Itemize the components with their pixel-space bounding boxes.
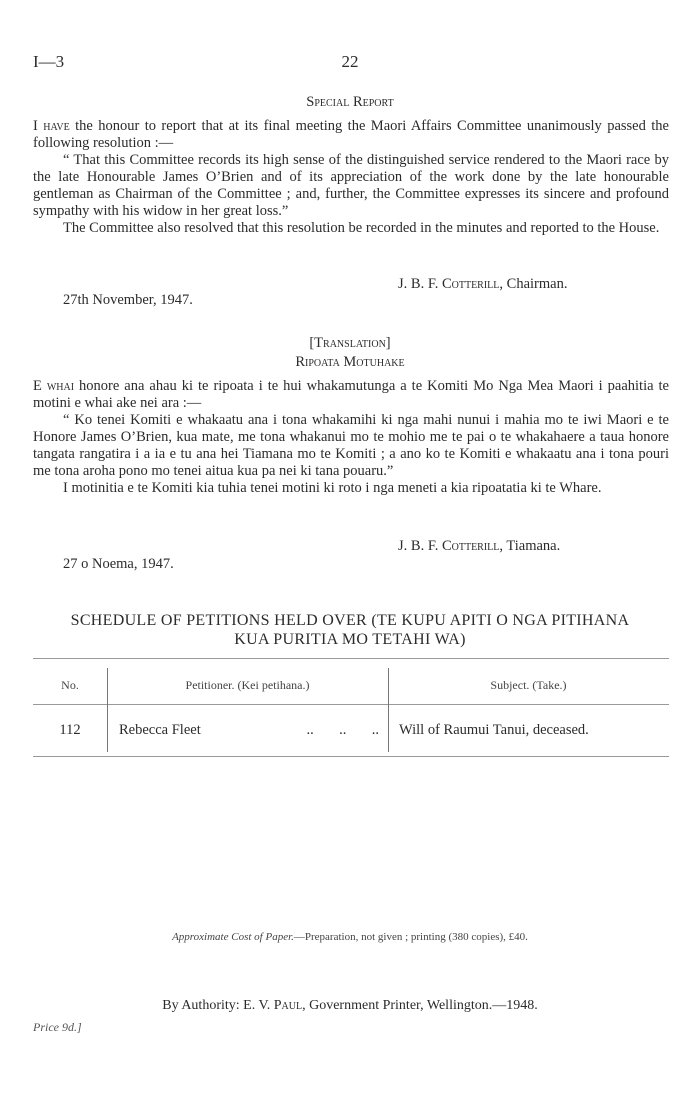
column-header-no: No. <box>61 678 79 692</box>
page-code: I—3 <box>33 52 65 71</box>
translation-p3: I motinitia e te Komiti kia tuhia tenei motini ki roto i nga meneti a kia ripoatatia ki te Whare. <box>63 480 602 496</box>
special-report-signature <box>398 276 567 293</box>
special-report-body <box>33 118 669 237</box>
column-header-subject: Subject. (Take.) <box>490 678 567 692</box>
schedule-title-line1: SCHEDULE OF PETITIONS HELD OVER (TE KUPU APITI O NGA PITIHANA <box>70 612 630 629</box>
cost-text: —Preparation, not given ; printing (380 copies), £40. <box>293 931 528 943</box>
authority-prefix: By Authority: E. V. <box>162 998 274 1013</box>
translation-signature-role: , Tiamana. <box>499 538 561 554</box>
translation-lead: E whai <box>33 378 75 394</box>
schedule-table <box>33 658 669 758</box>
translation-date: 27 o Noema, 1947. <box>63 556 174 572</box>
translation-p1: honore ana ahau ki te ripoata i te hui whakamutunga a te Komiti Mo Nga Mea Maori i paahitia te motini e whai ake nei ara :— <box>33 378 669 411</box>
signature-role: , Chairman. <box>499 276 568 292</box>
special-report-lead: I have <box>33 118 70 134</box>
row-number: 112 <box>59 722 81 738</box>
table-header-rule <box>33 704 669 705</box>
translation-signature <box>398 538 560 555</box>
special-report-date: 27th November, 1947. <box>63 292 193 308</box>
price: Price 9d.] <box>33 1020 82 1034</box>
authority-suffix: , Government Printer, Wellington.—1948. <box>302 998 538 1013</box>
translation-title: Ripoata Motuhake <box>295 354 405 370</box>
cost-note <box>0 931 700 943</box>
authority-name: Paul <box>273 998 303 1013</box>
row-petitioner: Rebecca Fleet <box>119 722 201 738</box>
cost-label: Approximate Cost of Paper. <box>172 931 294 943</box>
special-report-title: Special Report <box>306 94 394 110</box>
translation-signature-initials: J. B. F. <box>398 538 442 554</box>
translation-resolution: “ Ko tenei Komiti e whakaatu ana i tona whakamihi ki nga mahi nunui i mahia mo te iwi Maori e te Honore James O’Brien, kua mate, me tona whakanui mo te mohio me te pai o te whakahaere a taua honore tangata rangatira i a ia e tu ana hei Tiamana mo te Komiti ; a ano ko te Komiti e whakaatu ana i tona pouri me tona aroha pono mo tenei aitua kua pa nei ki tana pouaru.” <box>33 412 669 479</box>
translation-label: [Translation] <box>309 335 391 351</box>
table-top-rule <box>33 658 669 659</box>
schedule-title-line2: KUA PURITIA MO TETAHI WA) <box>234 631 466 648</box>
translation-signature-name: Cotterill <box>441 538 500 554</box>
translation-body <box>33 378 669 497</box>
column-header-petitioner: Petitioner. (Kei petihana.) <box>185 678 310 692</box>
special-report-resolution: “ That this Committee records its high sense of the distinguished service rendered to the Maori race by the late Honourable James O’Brien and of its appreciation of the work done by the late honourable gentleman as Chairman of the Committee ; and, further, the Committee expresses its sincere and profound sympathy with his widow in her great loss.” <box>33 152 669 219</box>
page-number: 22 <box>341 52 359 71</box>
table-bottom-rule <box>33 756 669 757</box>
signature-name: Cotterill <box>441 276 500 292</box>
special-report-p3: The Committee also resolved that this resolution be recorded in the minutes and reported to the House. <box>63 220 660 236</box>
row-subject: Will of Raumui Tanui, deceased. <box>399 722 589 738</box>
signature-initials: J. B. F. <box>398 276 442 292</box>
special-report-p1: the honour to report that at its final meeting the Maori Affairs Committee unanimously passed the following resolution :— <box>33 118 669 151</box>
authority-line <box>0 998 700 1014</box>
row-leaders: .. .. .. <box>306 722 379 738</box>
